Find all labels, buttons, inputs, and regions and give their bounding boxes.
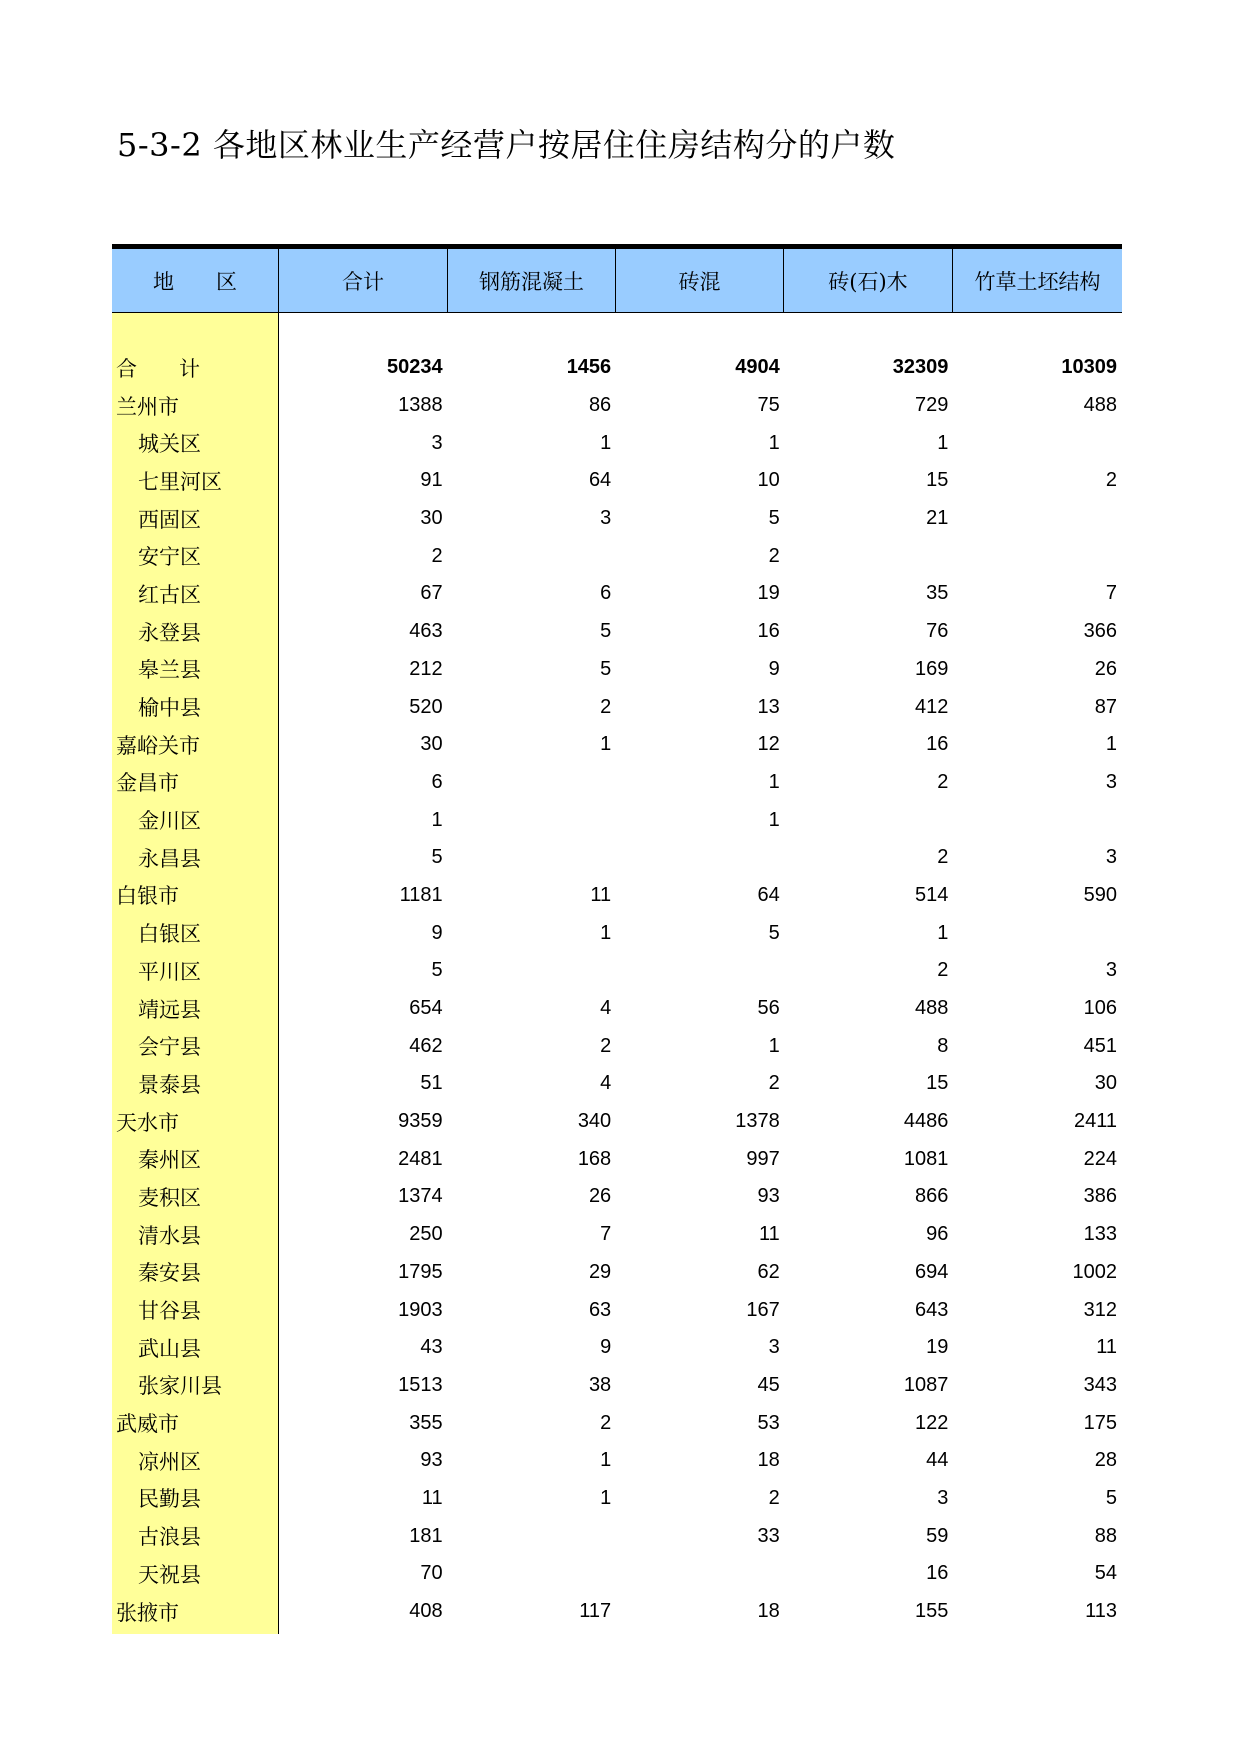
value-cell: 488 (1083, 394, 1117, 417)
header-total: 合计 (279, 249, 448, 312)
table-row (112, 914, 1122, 952)
value-cell: 33 (757, 1524, 780, 1547)
region-cell: 麦积区 (138, 1185, 201, 1210)
value-cell: 64 (757, 883, 780, 906)
region-cell: 平川区 (138, 959, 201, 984)
value-cell: 50234 (386, 356, 443, 379)
value-cell: 2411 (1073, 1110, 1117, 1133)
value-cell: 340 (577, 1110, 612, 1133)
table-row (112, 877, 1122, 915)
table-row (112, 1216, 1122, 1254)
value-cell: 181 (409, 1524, 443, 1547)
value-cell: 8 (937, 1034, 949, 1057)
value-cell: 56 (757, 997, 780, 1020)
value-cell: 1002 (1072, 1260, 1117, 1283)
region-cell: 金川区 (138, 809, 201, 834)
region-cell: 白银区 (138, 922, 201, 947)
value-cell: 70 (420, 1562, 443, 1585)
value-cell: 1903 (398, 1298, 443, 1321)
value-cell: 463 (409, 620, 443, 643)
table-row (112, 1103, 1122, 1141)
value-cell: 386 (1083, 1185, 1117, 1208)
region-cell: 靖远县 (138, 997, 201, 1022)
value-cell: 2 (600, 1411, 612, 1434)
value-cell: 514 (915, 883, 949, 906)
value-cell: 96 (926, 1223, 949, 1246)
region-cell: 金昌市 (116, 771, 179, 796)
value-cell: 2 (937, 846, 949, 869)
value-cell: 133 (1083, 1223, 1117, 1246)
table-row (112, 1027, 1122, 1065)
value-cell: 67 (420, 582, 443, 605)
value-cell: 729 (915, 394, 949, 417)
value-cell: 4486 (903, 1110, 949, 1133)
value-cell: 654 (409, 997, 443, 1020)
value-cell: 6 (600, 582, 612, 605)
table-row (112, 537, 1122, 575)
value-cell: 93 (420, 1449, 443, 1472)
table-row (112, 1404, 1122, 1442)
table-row (112, 990, 1122, 1028)
value-cell: 5 (431, 959, 443, 982)
value-cell: 1 (600, 1486, 612, 1509)
value-cell: 30 (420, 507, 443, 530)
value-cell: 1378 (735, 1110, 780, 1133)
value-cell: 15 (926, 1072, 949, 1095)
value-cell: 312 (1083, 1298, 1117, 1321)
value-cell: 462 (409, 1034, 443, 1057)
value-cell: 488 (915, 997, 949, 1020)
table-row (112, 1442, 1122, 1480)
region-cell: 天祝县 (138, 1562, 201, 1587)
value-cell: 3 (431, 431, 443, 454)
value-cell: 44 (926, 1449, 949, 1472)
region-cell: 凉州区 (138, 1449, 201, 1474)
region-cell: 景泰县 (138, 1072, 201, 1097)
value-cell: 10309 (1061, 356, 1117, 379)
value-cell: 155 (915, 1600, 949, 1623)
region-cell: 城关区 (138, 432, 201, 457)
header-brick-concrete: 砖混 (616, 249, 784, 312)
value-cell: 590 (1083, 883, 1117, 906)
region-cell: 红古区 (138, 582, 201, 607)
value-cell: 1 (600, 733, 612, 756)
value-cell: 11 (759, 1223, 780, 1246)
value-cell: 1 (768, 808, 780, 831)
value-cell: 32309 (892, 356, 949, 379)
region-cell: 民勤县 (138, 1487, 201, 1512)
value-cell: 91 (420, 469, 443, 492)
region-cell: 白银市 (116, 884, 179, 909)
value-cell: 1795 (398, 1260, 443, 1283)
table-row (112, 726, 1122, 764)
table-row (112, 1367, 1122, 1405)
value-cell: 117 (579, 1600, 612, 1623)
region-cell: 会宁县 (138, 1035, 201, 1060)
value-cell: 75 (757, 394, 780, 417)
region-cell: 天水市 (116, 1110, 179, 1135)
table-row (112, 801, 1122, 839)
value-cell: 3 (1105, 770, 1117, 793)
value-cell: 38 (588, 1373, 612, 1396)
value-cell: 1181 (399, 883, 443, 906)
value-cell: 16 (926, 733, 949, 756)
value-cell: 18 (757, 1449, 780, 1472)
table-row (112, 1593, 1122, 1631)
table-row (112, 764, 1122, 802)
header-region: 地 区 (112, 249, 279, 312)
table-row (112, 1291, 1122, 1329)
value-cell: 7 (1105, 582, 1117, 605)
value-cell: 76 (926, 620, 949, 643)
value-cell: 30 (420, 733, 443, 756)
value-cell: 1374 (398, 1185, 443, 1208)
value-cell: 54 (1094, 1562, 1117, 1585)
table-row (112, 1140, 1122, 1178)
value-cell: 694 (915, 1260, 949, 1283)
value-cell: 5 (431, 846, 443, 869)
region-cell: 武威市 (116, 1412, 179, 1437)
region-cell: 安宁区 (138, 545, 201, 570)
value-cell: 5 (1105, 1486, 1117, 1509)
value-cell: 18 (757, 1600, 780, 1623)
value-cell: 87 (1094, 695, 1117, 718)
table-row (112, 462, 1122, 500)
value-cell: 43 (420, 1336, 443, 1359)
region-cell: 秦安县 (138, 1261, 201, 1286)
value-cell: 343 (1083, 1373, 1117, 1396)
value-cell: 53 (757, 1411, 780, 1434)
table-row (112, 1480, 1122, 1518)
value-cell: 1 (600, 921, 612, 944)
value-cell: 9 (768, 657, 780, 680)
value-cell: 21 (926, 507, 949, 530)
value-cell: 250 (409, 1223, 443, 1246)
value-cell: 412 (915, 695, 949, 718)
page-title: 5-3-2 各地区林业生产经营户按居住住房结构分的户数 (117, 126, 896, 164)
value-cell: 167 (746, 1298, 780, 1321)
value-cell: 1 (768, 431, 780, 454)
value-cell: 11 (590, 883, 612, 906)
value-cell: 9 (600, 1336, 612, 1359)
region-cell: 张家川县 (138, 1374, 222, 1399)
value-cell: 59 (926, 1524, 949, 1547)
table-row (112, 387, 1122, 425)
region-cell: 永昌县 (138, 846, 201, 871)
value-cell: 212 (409, 657, 443, 680)
value-cell: 168 (577, 1147, 612, 1170)
value-cell: 45 (757, 1373, 780, 1396)
value-cell: 520 (409, 695, 443, 718)
value-cell: 1 (768, 770, 780, 793)
value-cell: 62 (757, 1260, 780, 1283)
header-reinforced-concrete: 钢筋混凝土 (448, 249, 616, 312)
value-cell: 28 (1094, 1449, 1117, 1472)
value-cell: 2 (600, 1034, 612, 1057)
value-cell: 866 (915, 1185, 949, 1208)
table-row (112, 1065, 1122, 1103)
value-cell: 1388 (398, 394, 443, 417)
value-cell: 11 (421, 1486, 443, 1509)
region-cell: 皋兰县 (138, 658, 201, 683)
value-cell: 4 (600, 997, 612, 1020)
region-cell: 武山县 (138, 1336, 201, 1361)
value-cell: 63 (588, 1298, 612, 1321)
value-cell: 3 (600, 507, 612, 530)
header-bamboo-grass-adobe: 竹草土坯结构 (974, 269, 1101, 294)
value-cell: 9 (431, 921, 443, 944)
region-cell: 合 计 (116, 356, 200, 381)
value-cell: 1513 (398, 1373, 443, 1396)
value-cell: 64 (588, 469, 612, 492)
region-cell: 七里河区 (138, 469, 222, 494)
value-cell: 2 (1105, 469, 1117, 492)
region-cell: 古浪县 (138, 1525, 201, 1550)
region-cell: 张掖市 (116, 1600, 179, 1625)
value-cell: 5 (600, 620, 612, 643)
value-cell: 10 (757, 469, 780, 492)
value-cell: 106 (1083, 997, 1117, 1020)
region-cell: 西固区 (138, 507, 201, 532)
value-cell: 5 (768, 921, 780, 944)
table-row (112, 349, 1122, 387)
region-cell: 秦州区 (138, 1148, 201, 1173)
value-cell: 15 (926, 469, 949, 492)
table-row (112, 575, 1122, 613)
table-row (112, 952, 1122, 990)
value-cell: 4 (600, 1072, 612, 1095)
value-cell: 2 (768, 1072, 780, 1095)
value-cell: 1 (600, 431, 612, 454)
value-cell: 11 (1096, 1336, 1117, 1359)
value-cell: 1 (1105, 733, 1117, 756)
value-cell: 88 (1094, 1524, 1117, 1547)
region-cell: 清水县 (138, 1223, 201, 1248)
value-cell: 2 (768, 544, 780, 567)
value-cell: 2 (600, 695, 612, 718)
value-cell: 408 (409, 1600, 443, 1623)
value-cell: 1 (937, 431, 949, 454)
value-cell: 26 (1094, 657, 1117, 680)
value-cell: 643 (915, 1298, 949, 1321)
value-cell: 5 (600, 657, 612, 680)
value-cell: 169 (915, 657, 949, 680)
region-cell: 永登县 (138, 620, 201, 645)
table-row (112, 1555, 1122, 1593)
table-row (112, 1254, 1122, 1292)
region-cell: 甘谷县 (138, 1299, 201, 1324)
value-cell: 2 (431, 544, 443, 567)
value-cell: 3 (937, 1486, 949, 1509)
value-cell: 29 (588, 1260, 612, 1283)
value-cell: 1087 (903, 1373, 949, 1396)
value-cell: 51 (420, 1072, 443, 1095)
value-cell: 2 (768, 1486, 780, 1509)
value-cell: 5 (768, 507, 780, 530)
value-cell: 3 (768, 1336, 780, 1359)
value-cell: 19 (757, 582, 780, 605)
value-cell: 355 (409, 1411, 443, 1434)
value-cell: 12 (757, 733, 780, 756)
value-cell: 4904 (735, 356, 780, 379)
value-cell: 1 (768, 1034, 780, 1057)
value-cell: 35 (926, 582, 949, 605)
value-cell: 2 (937, 770, 949, 793)
value-cell: 2 (937, 959, 949, 982)
value-cell: 1 (431, 808, 443, 831)
value-cell: 451 (1083, 1034, 1117, 1057)
table-row (112, 500, 1122, 538)
value-cell: 26 (588, 1185, 612, 1208)
value-cell: 997 (746, 1147, 780, 1170)
value-cell: 175 (1083, 1411, 1117, 1434)
table-row (112, 839, 1122, 877)
value-cell: 86 (588, 394, 612, 417)
value-cell: 2481 (398, 1147, 443, 1170)
table-row (112, 1517, 1122, 1555)
value-cell: 1 (937, 921, 949, 944)
value-cell: 224 (1083, 1147, 1117, 1170)
table-row (112, 688, 1122, 726)
region-cell: 嘉峪关市 (116, 733, 200, 758)
value-cell: 1081 (903, 1147, 949, 1170)
value-cell: 366 (1083, 620, 1117, 643)
value-cell: 6 (431, 770, 443, 793)
value-cell: 93 (757, 1185, 780, 1208)
value-cell: 3 (1105, 959, 1117, 982)
table-row (112, 613, 1122, 651)
value-cell: 19 (926, 1336, 949, 1359)
table-row (112, 424, 1122, 462)
value-cell: 16 (757, 620, 780, 643)
value-cell: 113 (1085, 1600, 1117, 1623)
region-cell: 榆中县 (138, 696, 201, 721)
value-cell: 16 (926, 1562, 949, 1585)
value-cell: 1456 (566, 356, 612, 379)
table-body (112, 349, 1122, 1630)
table-row (112, 1329, 1122, 1367)
region-cell: 兰州市 (116, 394, 179, 419)
table-row (112, 1178, 1122, 1216)
value-cell: 7 (600, 1223, 612, 1246)
value-cell: 3 (1105, 846, 1117, 869)
value-cell: 13 (757, 695, 780, 718)
value-cell: 9359 (398, 1110, 443, 1133)
table-row (112, 651, 1122, 689)
value-cell: 30 (1094, 1072, 1117, 1095)
table-header (112, 249, 1122, 313)
value-cell: 122 (915, 1411, 949, 1434)
header-brick-stone-wood: 砖(石)木 (784, 249, 953, 312)
value-cell: 1 (600, 1449, 612, 1472)
